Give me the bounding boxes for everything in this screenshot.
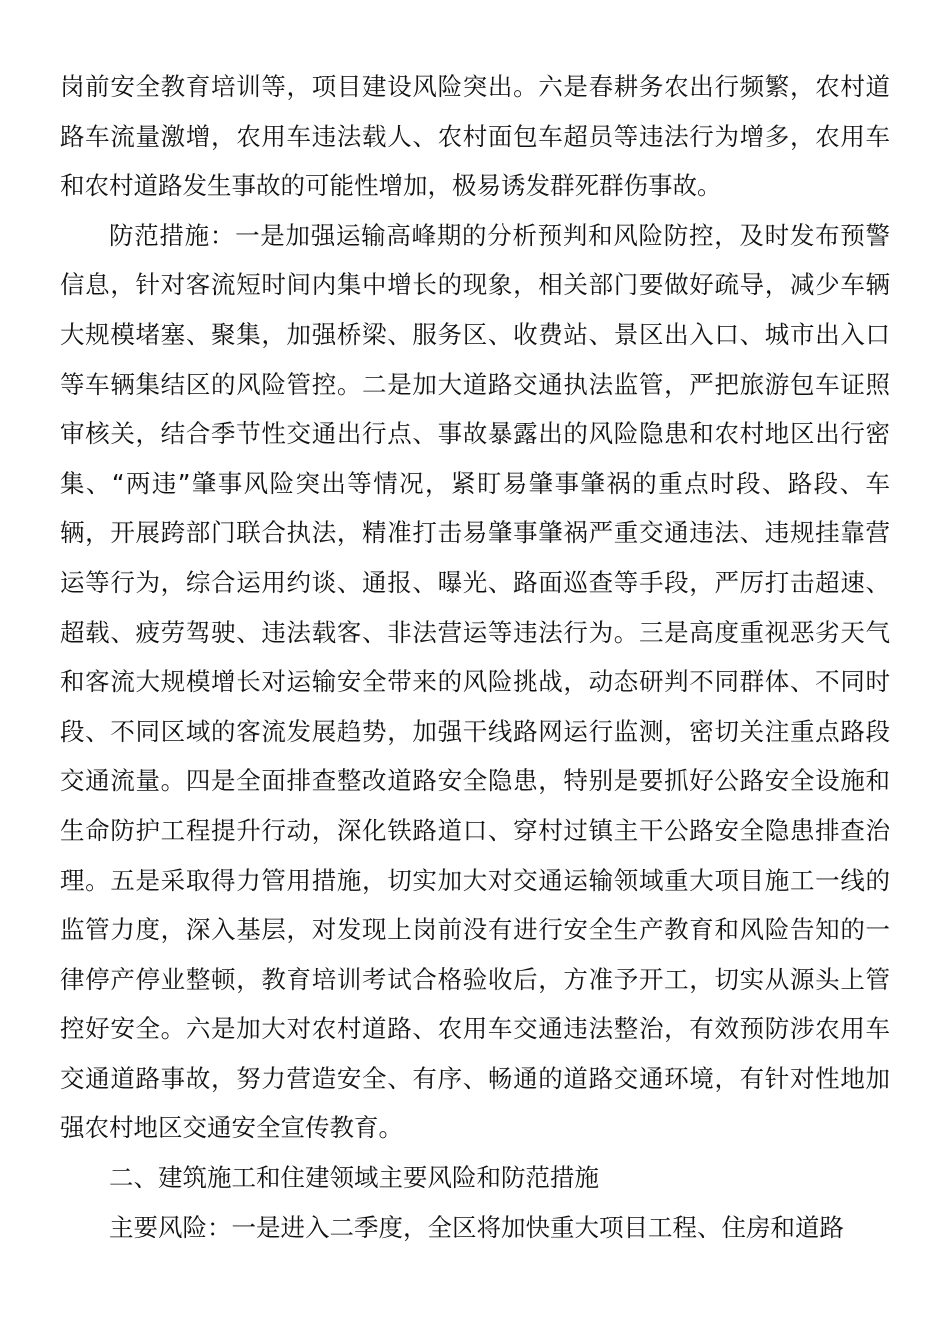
paragraph-main-risks: 主要风险：一是进入二季度，全区将加快重大项目工程、住房和道路	[109, 1212, 844, 1242]
document-body	[60, 62, 890, 1252]
paragraph-prevention-measures: 防范措施：一是加强运输高峰期的分析预判和风险防控，及时发布预警信息，针对客流短时间内集中增长的现象，相关部门要做好疏导，减少车辆大规模堵塞、聚集，加强桥梁、服务区、收费站、景区出入口、城市出入口等车辆集结区的风险管控。二是加大道路交通执法监管，严把旅游包车证照审核关，结合季节性交通出行点、事故暴露出的风险隐患和农村地区出行密集、“两违”肇事风险突出等情况，紧盯易肇事肇祸的重点时段、路段、车辆，开展跨部门联合执法，精准打击易肇事肇祸严重交通违法、违规挂靠营运等行为，综合运用约谈、通报、曝光、路面巡查等手段，严厉打击超速、超载、疲劳驾驶、违法载客、非法营运等违法行为。三是高度重视恶劣天气和客流大规模增长对运输安全带来的风险挑战，动态研判不同群体、不同时段、不同区域的客流发展趋势，加强干线路网运行监测，密切关注重点路段交通流量。四是全面排查整改道路安全隐患，特别是要抓好公路安全设施和生命防护工程提升行动，深化铁路道口、穿村过镇主干公路安全隐患排查治理。五是采取得力管用措施，切实加大对交通运输领域重大项目施工一线的监管力度，深入基层，对发现上岗前没有进行安全生产教育和风险告知的一律停产停业整顿，教育培训考试合格验收后，方准予开工，切实从源头上管控好安全。六是加大对农村道路、农用车交通违法整治，有效预防涉农用车交通道路事故，努力营造安全、有序、畅通的道路交通环境，有针对性地加强农村地区交通安全宣传教育。	[60, 220, 890, 1143]
section-heading-construction: 二、建筑施工和住建领域主要风险和防范措施	[109, 1163, 599, 1193]
paragraph-risk-continuation: 岗前安全教育培训等，项目建设风险突出。六是春耕务农出行频繁，农村道路车流量激增，农用车违法载人、农村面包车超员等违法行为增多，农用车和农村道路发生事故的可能性增加，极易诱发群死群伤事故。	[60, 72, 890, 201]
